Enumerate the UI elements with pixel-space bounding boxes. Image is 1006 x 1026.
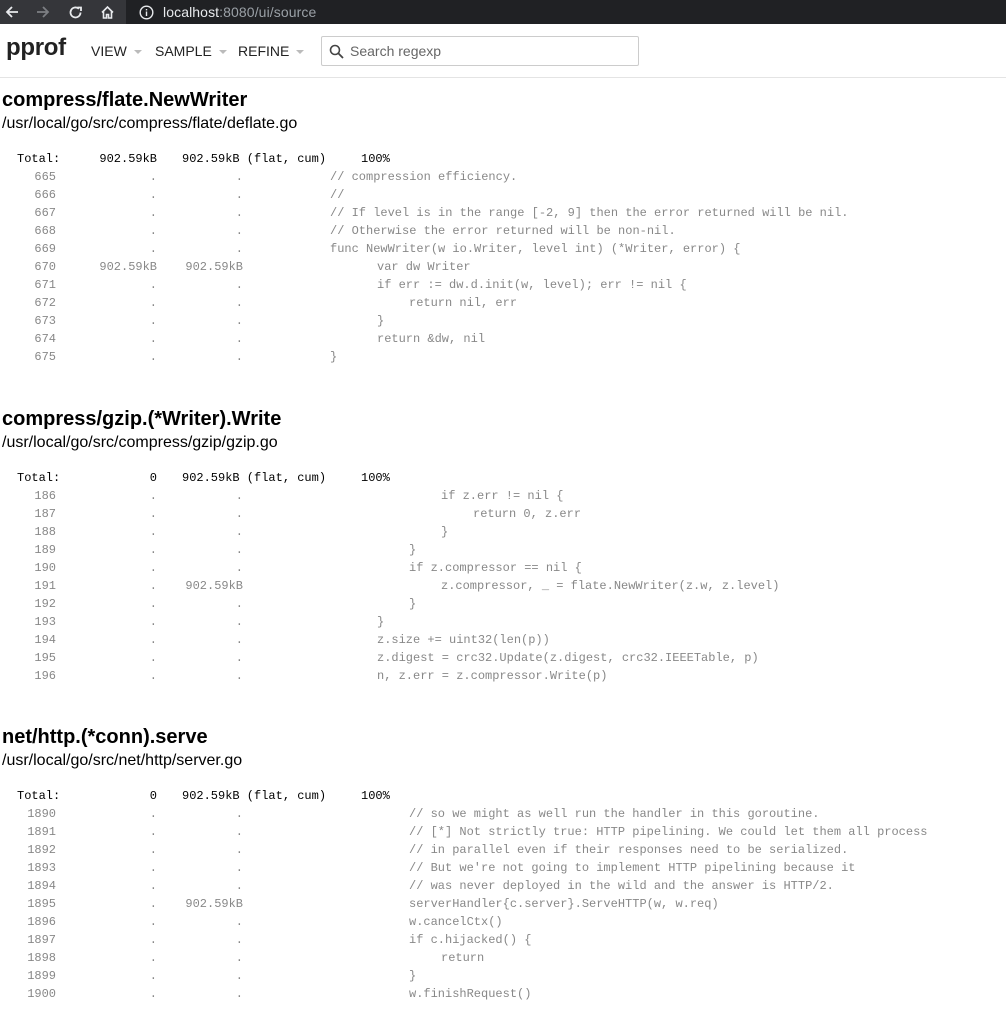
flat-value: . [149,350,157,364]
code-text: } [441,525,449,539]
code-text: } [409,969,417,983]
function-name: compress/flate.NewWriter [2,89,248,111]
flat-value: . [149,915,157,929]
source-line [0,895,1006,913]
source-line [0,667,1006,685]
menu-refine-label: REFINE [238,43,290,59]
cum-value: 902.59kB [185,579,243,593]
browser-toolbar [0,0,1006,24]
menu-sample-label: SAMPLE [155,43,212,59]
cum-value: . [235,188,243,202]
cum-value: . [235,879,243,893]
source-file-path: /usr/local/go/src/compress/gzip/gzip.go [2,434,278,451]
search-icon [329,44,344,59]
source-line [0,649,1006,667]
line-number: 1897 [27,933,56,947]
back-arrow-icon[interactable] [2,0,22,24]
line-number: 189 [34,543,56,557]
flat-value: . [149,525,157,539]
code-text: func NewWriter(w io.Writer, level int) (*Writer, error) { [330,242,741,256]
code-text: n, z.err = z.compressor.Write(p) [377,669,608,683]
menu-view[interactable] [91,43,142,59]
flat-value: . [149,206,157,220]
source-line [0,559,1006,577]
source-line [0,631,1006,649]
line-number: 188 [34,525,56,539]
caret-down-icon [296,50,304,54]
cum-value: . [235,615,243,629]
code-text: } [330,350,338,364]
source-line [0,294,1006,312]
app-logo[interactable]: pprof [6,34,66,61]
total-row [0,150,1006,168]
code-text: // [330,188,345,202]
line-number: 1899 [27,969,56,983]
line-number: 671 [34,278,56,292]
cum-value: . [235,350,243,364]
total-percent: 100% [361,789,390,803]
caret-down-icon [219,50,227,54]
cum-value: . [235,969,243,983]
caret-down-icon [134,50,142,54]
line-number: 195 [34,651,56,665]
cum-value: . [235,669,243,683]
source-line [0,877,1006,895]
source-line [0,805,1006,823]
menu-view-label: VIEW [91,43,127,59]
cum-value: . [235,242,243,256]
flat-value: . [149,861,157,875]
code-text: // in parallel even if their responses need to be serialized. [409,843,849,857]
source-line [0,859,1006,877]
flat-value: . [149,669,157,683]
flat-value: . [149,242,157,256]
menu-sample[interactable] [155,43,227,59]
flat-value: . [149,314,157,328]
function-name: net/http.(*conn).serve [2,726,208,748]
source-code-listing [0,787,1006,1003]
line-number: 187 [34,507,56,521]
source-line [0,168,1006,186]
flat-value: . [149,188,157,202]
cum-value: . [235,278,243,292]
cum-value: . [235,825,243,839]
menu-refine[interactable] [238,43,304,59]
code-text: z.size += uint32(len(p)) [377,633,550,647]
source-line [0,913,1006,931]
code-text: if z.err != nil { [441,489,564,503]
flat-value: . [149,651,157,665]
line-number: 196 [34,669,56,683]
flat-value: . [149,579,157,593]
info-icon[interactable] [138,4,154,20]
line-number: 666 [34,188,56,202]
source-code-listing [0,469,1006,685]
total-cum-value: 902.59kB (flat, cum) [182,471,327,485]
home-icon[interactable] [97,0,117,24]
line-number: 672 [34,296,56,310]
code-text: } [377,615,385,629]
line-number: 193 [34,615,56,629]
cum-value: . [235,843,243,857]
line-number: 667 [34,206,56,220]
line-number: 192 [34,597,56,611]
pprof-header [0,24,1006,78]
url-path: :8080/ui/source [219,4,317,20]
cum-value: . [235,861,243,875]
line-number: 1893 [27,861,56,875]
code-text: // compression efficiency. [330,170,518,184]
line-number: 674 [34,332,56,346]
line-number: 668 [34,224,56,238]
cum-value: . [235,206,243,220]
cum-value: . [235,507,243,521]
source-line [0,985,1006,1003]
total-row [0,469,1006,487]
code-text: return &dw, nil [377,332,486,346]
source-file-path: /usr/local/go/src/net/http/server.go [2,752,243,769]
source-line [0,222,1006,240]
source-line [0,487,1006,505]
code-text: serverHandler{c.server}.ServeHTTP(w, w.req) [409,897,719,911]
total-flat-value: 0 [149,789,157,803]
cum-value: . [235,561,243,575]
flat-value: . [149,951,157,965]
function-block [0,407,1006,685]
flat-value: . [149,825,157,839]
source-line [0,931,1006,949]
line-number: 186 [34,489,56,503]
code-text: var dw Writer [377,260,471,274]
line-number: 669 [34,242,56,256]
source-line [0,595,1006,613]
code-text: z.digest = crc32.Update(z.digest, crc32.IEEETable, p) [377,651,759,665]
source-line [0,186,1006,204]
source-line [0,577,1006,595]
code-text: if c.hijacked() { [409,933,532,947]
total-percent: 100% [361,471,390,485]
total-row [0,787,1006,805]
cum-value: . [235,933,243,947]
source-line [0,276,1006,294]
line-number: 1900 [27,987,56,1001]
code-text: // so we might as well run the handler in this goroutine. [409,807,820,821]
source-line [0,312,1006,330]
cum-value: . [235,807,243,821]
function-block [0,88,1006,366]
flat-value: . [149,807,157,821]
flat-value: . [149,969,157,983]
source-line [0,823,1006,841]
address-bar[interactable] [126,0,1006,24]
cum-value: . [235,987,243,1001]
code-text: return [441,951,485,965]
flat-value: . [149,278,157,292]
source-line [0,348,1006,366]
line-number: 191 [34,579,56,593]
source-line [0,505,1006,523]
line-number: 194 [34,633,56,647]
code-text: w.cancelCtx() [409,915,503,929]
cum-value: . [235,489,243,503]
search-box[interactable] [321,36,639,66]
cum-value: . [235,525,243,539]
line-number: 1891 [27,825,56,839]
source-code-listing [0,150,1006,366]
flat-value: . [149,843,157,857]
line-number: 1892 [27,843,56,857]
total-cum-value: 902.59kB (flat, cum) [182,152,327,166]
cum-value: 902.59kB [185,260,243,274]
total-flat-value: 902.59kB [99,152,157,166]
cum-value: . [235,170,243,184]
flat-value: . [149,561,157,575]
flat-value: . [149,507,157,521]
flat-value: . [149,633,157,647]
total-label: Total: [17,152,61,166]
source-line [0,967,1006,985]
total-label: Total: [17,471,61,485]
code-text: // If level is in the range [-2, 9] then the error returned will be nil. [330,206,849,220]
code-text: // Otherwise the error returned will be non-nil. [330,224,676,238]
code-text: if err := dw.d.init(w, level); err != nil { [377,278,687,292]
total-percent: 100% [361,152,390,166]
line-number: 1898 [27,951,56,965]
cum-value: . [235,951,243,965]
line-number: 190 [34,561,56,575]
flat-value: . [149,615,157,629]
search-input[interactable] [350,43,620,59]
flat-value: . [149,296,157,310]
cum-value: . [235,915,243,929]
source-line [0,523,1006,541]
cum-value: . [235,332,243,346]
flat-value: . [149,879,157,893]
source-line [0,258,1006,276]
code-text: } [409,543,417,557]
flat-value: . [149,332,157,346]
source-line [0,204,1006,222]
flat-value: . [149,987,157,1001]
code-text: if z.compressor == nil { [409,561,582,575]
code-text: return 0, z.err [473,507,582,521]
line-number: 1890 [27,807,56,821]
code-text: // [*] Not strictly true: HTTP pipelining. We could let them all process [409,825,928,839]
flat-value: . [149,170,157,184]
source-line [0,841,1006,859]
line-number: 1894 [27,879,56,893]
flat-value: . [149,897,157,911]
url-host: localhost [163,4,220,20]
flat-value: . [149,543,157,557]
code-text: z.compressor, _ = flate.NewWriter(z.w, z.level) [441,579,780,593]
code-text: // was never deployed in the wild and the answer is HTTP/2. [409,879,834,893]
total-label: Total: [17,789,61,803]
flat-value: . [149,224,157,238]
cum-value: . [235,651,243,665]
source-line [0,330,1006,348]
cum-value: . [235,296,243,310]
cum-value: 902.59kB [185,897,243,911]
code-text: // But we're not going to implement HTTP pipelining because it [409,861,856,875]
cum-value: . [235,314,243,328]
line-number: 1895 [27,897,56,911]
flat-value: . [149,489,157,503]
code-text: } [377,314,385,328]
function-block [0,725,1006,1003]
flat-value: 902.59kB [99,260,157,274]
cum-value: . [235,224,243,238]
source-file-path: /usr/local/go/src/compress/flate/deflate.go [2,115,298,132]
source-line [0,240,1006,258]
code-text: w.finishRequest() [409,987,532,1001]
function-name: compress/gzip.(*Writer).Write [2,408,282,430]
line-number: 675 [34,350,56,364]
cum-value: . [235,633,243,647]
cum-value: . [235,543,243,557]
code-text: } [409,597,417,611]
url-text [163,4,316,20]
flat-value: . [149,597,157,611]
total-flat-value: 0 [149,471,157,485]
line-number: 1896 [27,915,56,929]
forward-arrow-icon[interactable] [33,0,53,24]
line-number: 670 [34,260,56,274]
cum-value: . [235,597,243,611]
flat-value: . [149,933,157,947]
code-text: return nil, err [409,296,518,310]
line-number: 665 [34,170,56,184]
source-line [0,541,1006,559]
total-cum-value: 902.59kB (flat, cum) [182,789,327,803]
reload-icon[interactable] [65,0,85,24]
source-line [0,613,1006,631]
source-line [0,949,1006,967]
line-number: 673 [34,314,56,328]
